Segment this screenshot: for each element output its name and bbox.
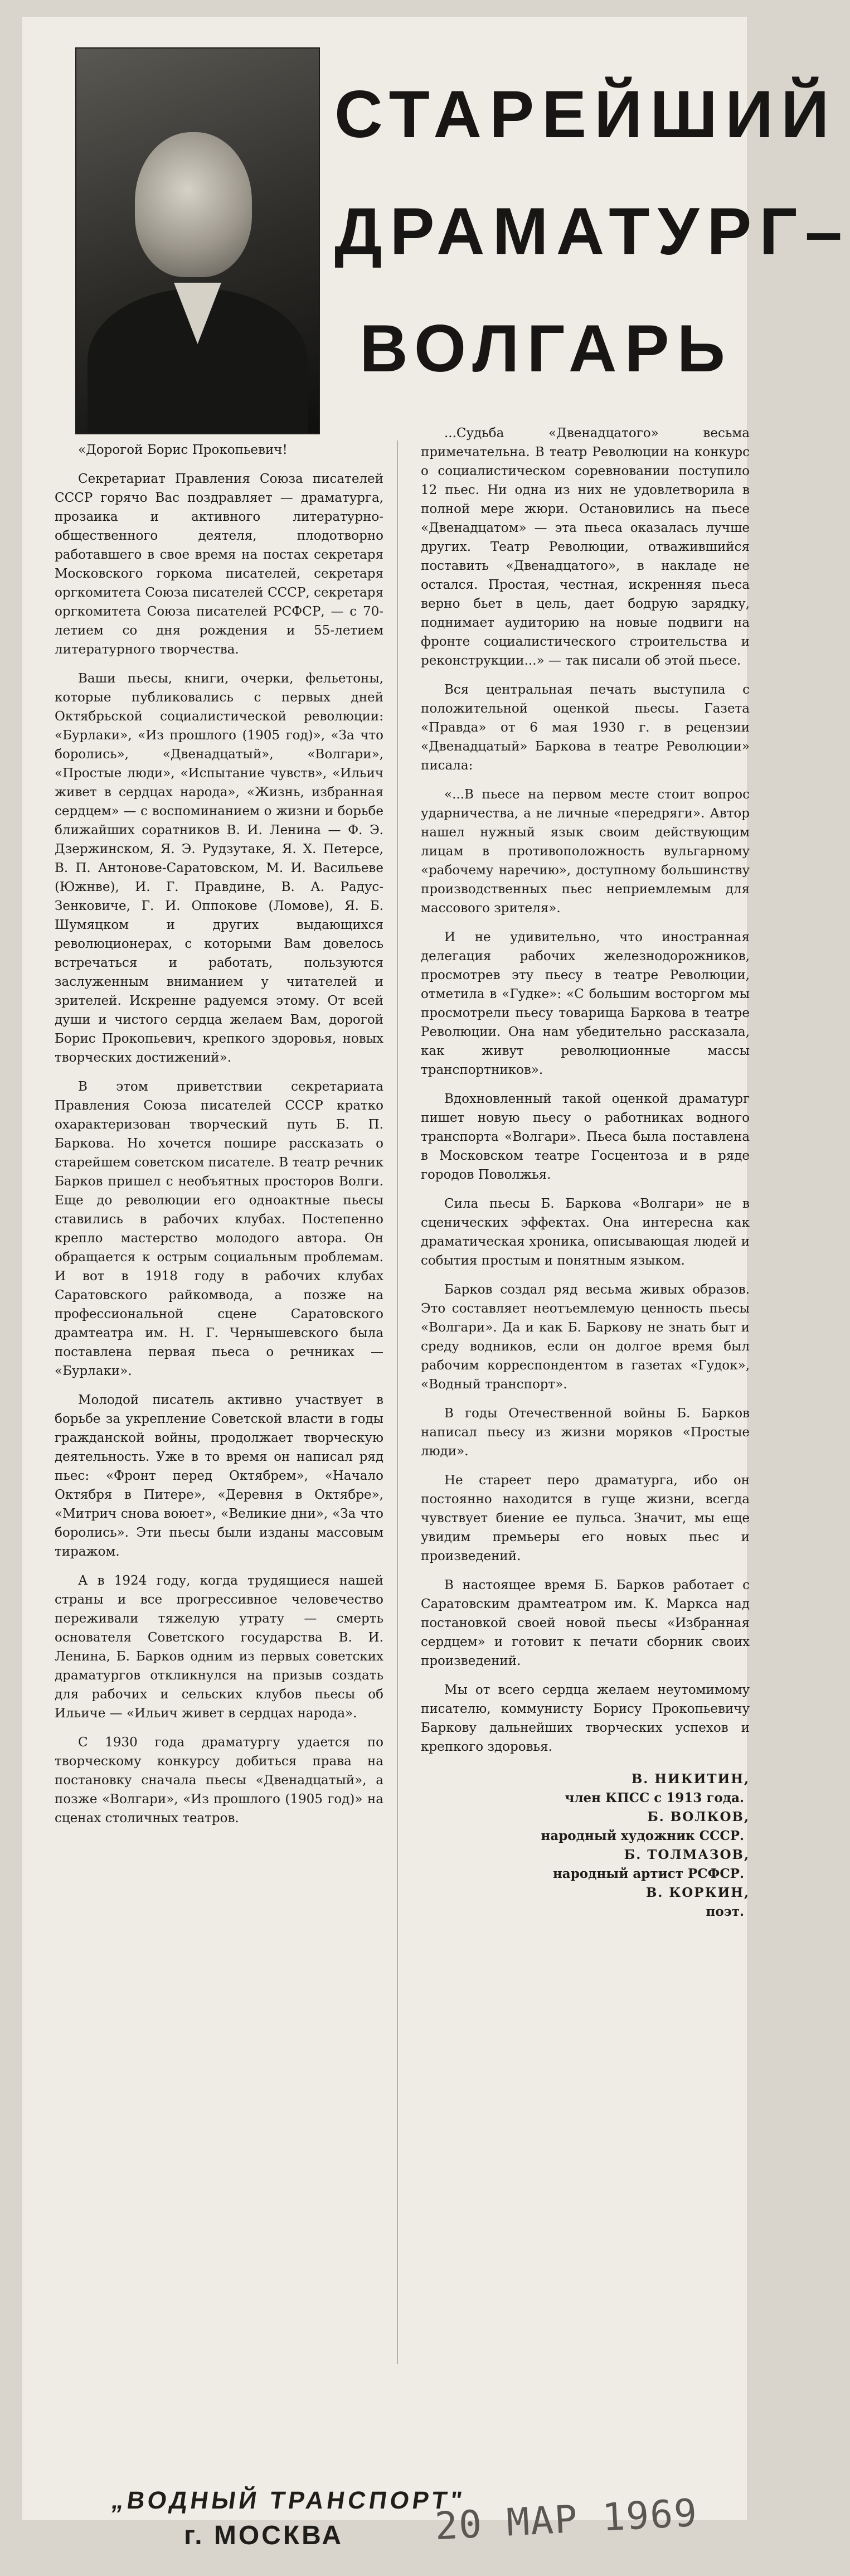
newspaper-city: г. МОСКВА: [184, 2521, 344, 2550]
signature-name: В. КОРКИН,: [645, 1885, 750, 1900]
paragraph: Сила пьесы Б. Баркова «Волгари» не в сценических эффектах. Она интересна как драматическая хроника, описывающая людей и события простым и понятным языком.: [421, 1197, 750, 1268]
signature-role: поэт.: [706, 1904, 744, 1919]
paragraph: Барков создал ряд весьма живых образов. Это составляет неотъемлемую ценность пьесы «Волгари». Да и как Б. Баркову не знать быт и среду водников, если он долгое время был рабочим корреспондентом в газетах «Гудок», «Водный транспорт».: [421, 1282, 750, 1392]
signature-role: народный художник СССР.: [541, 1828, 744, 1843]
paragraph: Ваши пьесы, книги, очерки, фельетоны, которые публиковались с первых дней Октябрьской социалистической революции: «Бурлаки», «Из прошлого (1905 год)», «За что боролись», «Двенадцатый», «Волгари», «Простые люди», «Испытание чувств», «Ильич живет в сердцах народа», «Жизнь, избранная сердцем» — с воспоминанием о жизни и борьбе ближайших соратников В. И. Ленина — Ф. Э. Дзержинском, Я. Э. Рудзутаке, Я. Х. Петерсе, В. П. Антонове-Саратовском, М. И. Васильеве (Южнве), И. Г. Правдине, В. А. Радус-Зенковиче, Г. И. Оппокове (Ломове), Я. Б. Шумяцком и других выдающихся революционерах, с которыми Вам довелось встречаться и работать, пользуются заслуженным вниманием у читателей и зрителей. Искренне радуемся этому. От всей души и чистого сердца желаем Вам, дорогой Борис Прокопьевич, крепкого здоровья, новых творческих достижений».: [55, 671, 383, 1065]
paragraph: С 1930 года драматургу удается по творческому конкурсу добиться права на постановку сначала пьесы «Двенадцатый», а позже «Волгари», «Из прошлого (1905 год)» на сценах столичных театров.: [55, 1735, 383, 1826]
paragraph: В годы Отечественной войны Б. Барков написал пьесу из жизни моряков «Простые люди».: [421, 1406, 750, 1459]
signature-name: Б. ВОЛКОВ,: [647, 1809, 750, 1824]
archive-footer: [22, 2476, 747, 2559]
signature-name: Б. ТОЛМАЗОВ,: [624, 1847, 750, 1862]
column-divider: [397, 440, 398, 2364]
right-text-column: [421, 424, 750, 1921]
paragraph: В настоящее время Б. Барков работает с Саратовским драмтеатром им. К. Маркса над постановкой своей новой пьесы «Избранная сердцем» и готовит к печати сборник своих произведений.: [421, 1578, 750, 1668]
pravda-quote: «...В пьесе на первом месте стоит вопрос ударничества, а не личные «передряги». Автор нашел нужный язык своим действующим лицам в противоположность вульгарному «рабочему наречию», доступному большинству производственных пьес неприемлемым для массового зрителя».: [421, 787, 750, 916]
paragraph: И не удивительно, что иностранная делегация рабочих железнодорожников, просмотрев эту пьесу в театре Революции, отметила в «Гудке»: «С большим восторгом мы просмотрели пьесу товарища Баркова в театре Революции. Она нам убедительно рассказала, как живут революционные массы транспортников».: [421, 930, 750, 1077]
left-text-column: [55, 440, 383, 1838]
signature-name: В. НИКИТИН,: [631, 1771, 750, 1786]
newspaper-name: „ВОДНЫЙ ТРАНСПОРТ": [109, 2487, 467, 2514]
paragraph: Мы от всего сердца желаем неутомимому писателю, коммунисту Борису Прокопьевичу Баркову дальнейших творческих успехов и крепкого здоровья.: [421, 1683, 750, 1754]
paragraph: В этом приветствии секретариата Правления Союза писателей СССР кратко охарактеризован творческий путь Б. П. Баркова. Но хочется пошире рассказать о старейшем советском писателе. В театр речник Барков пришел с необъятных просторов Волги. Еще до революции его одноактные пьесы ставились в рабочих клубах. Постепенно крепло мастерство молодого автора. Он обращается к острым социальным проблемам. И вот в 1918 году в рабочих клубах Саратовского райкомвода, а позже на профессиональной сцене Саратовского драмтеатра им. Н. Г. Чернышевского была поставлена первая пьеса о речниках — «Бурлаки».: [55, 1079, 383, 1378]
paragraph: Не стареет перо драматурга, ибо он постоянно находится в гуще жизни, всегда чувствует биение ее пульса. Значит, мы еще увидим премьеры его новых пьес и произведений.: [421, 1473, 750, 1563]
paragraph: А в 1924 году, когда трудящиеся нашей страны и все прогрессивное человечество переживали тяжелую утрату — смерть основателя Советского государства В. И. Ленина, Б. Барков одним из первых советских драматургов откликнулся на призыв создать для рабочих и сельских клубов пьесы об Ильиче — «Ильич живет в сердцах народа».: [55, 1573, 383, 1721]
headline-line-3: ВОЛГАРЬ: [360, 311, 733, 386]
paragraph: Молодой писатель активно участвует в борьбе за укрепление Советской власти в годы гражданской войны, продолжает творческую деятельность. Уже в то время он написал ряд пьес: «Фронт перед Октябрем», «Начало Октября в Питере», «Деревня в Октябре», «Митрич снова воюет», «Великие дни», «За что боролись». Эти пьесы были изданы массовым тиражом.: [55, 1393, 383, 1559]
signatures: [421, 1770, 750, 1921]
signature-role: народный артист РСФСР.: [552, 1866, 744, 1881]
article-headline: [334, 56, 850, 424]
paragraph: Вдохновленный такой оценкой драматург пишет новую пьесу о работниках водного транспорта «Волгари». Пьеса была поставлена в Московском театре Госцентоза и в ряде городов Поволжья.: [421, 1092, 750, 1182]
signature-role: член КПСС с 1913 года.: [565, 1790, 744, 1805]
headline-line-1: СТАРЕЙШИЙ: [334, 77, 837, 152]
date-stamp: 20 МАР 1969: [434, 2491, 700, 2549]
paragraph: «Дорогой Борис Прокопьевич!: [78, 443, 288, 457]
headline-line-2: ДРАМАТУРГ–: [334, 194, 850, 269]
portrait-head: [135, 132, 252, 277]
author-portrait: [75, 47, 320, 434]
paragraph: Секретариат Правления Союза писателей СССР горячо Вас поздравляет — драматурга, прозаика и активного литературно-общественного деятеля, плодотворно работавшего в свое время на постах секретаря Московского горкома писателей, секретаря оргкомитета Союза писателей СССР, секретаря оргкомитета Союза писателей РСФСР, — с 70-летием со дня рождения и 55-летием литературного творчества.: [55, 472, 383, 657]
paragraph: Вся центральная печать выступила с положительной оценкой пьесы. Газета «Правда» от 6 мая 1930 г. в рецензии «Двенадцатый» Баркова в театре Революции» писала:: [421, 682, 750, 773]
paragraph: ...Судьба «Двенадцатого» весьма примечательна. В театр Революции на конкурс о социалистическом соревновании поступило 12 пьес. Ни одна из них не удовлетворила в полной мере жюри. Остановились на пьесе «Двенадцатом» — эта пьеса оказалась лучше других. Театр Революции, отважившийся поставить «Двенадцатого», в накладе не остался. Простая, честная, искренняя пьеса верно бьет в цель, дает бодрую зарядку, поднимает аудиторию на новые подвиги на фронте социалистического строительства и реконструкции...» — так писали об этой пьесе.: [421, 426, 750, 668]
